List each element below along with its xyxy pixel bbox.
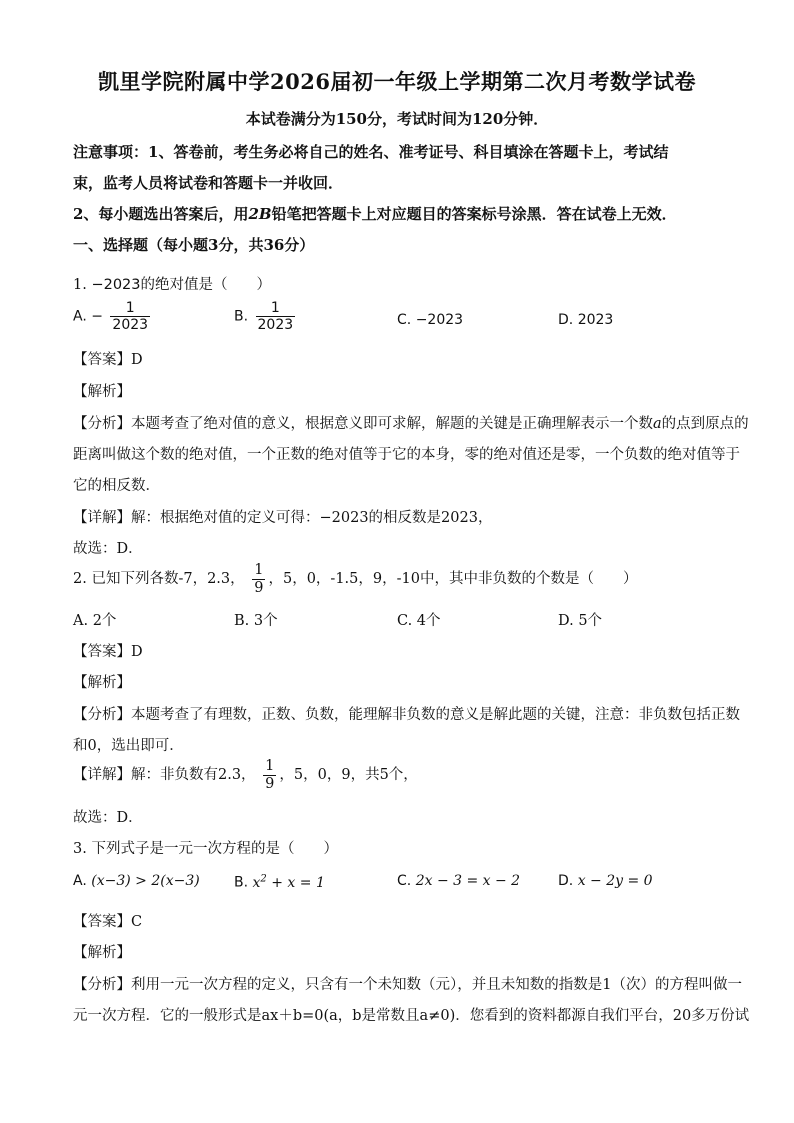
q2-stem-denominator: 9	[254, 579, 264, 596]
q2-option-b: B. 3个	[234, 613, 278, 629]
q1-fenxi-1-pre: 【分析】本题考查了绝对值的意义，根据意义即可求解，解题的关键是正确理解表示一个数	[73, 416, 653, 432]
q2-detail-fraction	[263, 758, 276, 792]
q3-option-b-expr	[253, 875, 325, 891]
q1-option-a-denominator: 2023	[112, 317, 149, 334]
q1-number: 1.	[73, 277, 87, 293]
q1-option-c	[397, 312, 463, 328]
q1-detail: 【详解】解：根据绝对值的定义可得：−2023的相反数是2023，	[73, 510, 493, 526]
notice-item2-post: 铅笔把答题卡上对应题目的答案标号涂黑．答在试卷上无效．	[271, 205, 677, 223]
q2-option-a: A. 2个	[73, 613, 117, 629]
q2-detail-numerator: 1	[265, 758, 275, 774]
notice-line-2: 束，监考人员将试卷和答题卡一并收回．	[73, 174, 344, 192]
q1-option-a-sign: −	[91, 308, 103, 325]
notice-item2-2b: 2B	[248, 205, 272, 223]
q1-option-c-value: −2023	[415, 312, 464, 328]
q1-option-b-numerator: 1	[270, 300, 280, 316]
q2-detail-denominator: 9	[265, 775, 275, 792]
q3-analysis-label: 【解析】	[73, 945, 131, 961]
notice-line-3	[73, 203, 677, 224]
q3-option-a	[73, 873, 200, 889]
q1-option-a-numerator: 1	[125, 300, 135, 316]
notice-line-1	[73, 141, 668, 162]
q1-fenxi-line-2: 距离叫做这个数的绝对值，一个正数的绝对值等于它的本身，零的绝对值还是零，一个负数的绝对值等于	[73, 447, 740, 463]
q1-option-b-label: B.	[234, 308, 249, 325]
q3-option-b-label: B.	[234, 874, 249, 891]
q3-option-d-label: D.	[558, 873, 574, 889]
q3-answer: 【答案】C	[73, 914, 143, 930]
q2-option-d: D. 5个	[558, 613, 603, 629]
q1-expr: −2023	[91, 277, 141, 293]
q2-stem	[73, 562, 637, 596]
q2-choose: 故选：D．	[73, 810, 143, 826]
q3-option-b	[234, 873, 325, 891]
q1-option-b-denominator: 2023	[257, 317, 294, 334]
q2-stem-fraction	[252, 562, 265, 596]
q1-stem	[73, 273, 271, 294]
notice-item2-pre: 2、每小题选出答案后，用	[73, 205, 249, 223]
q1-option-d-label: D.	[558, 312, 574, 328]
q3-option-c-label: C.	[397, 873, 412, 889]
q1-stem-text: 的绝对值是（ ）	[140, 277, 272, 293]
q3-option-a-label: A.	[73, 873, 87, 889]
q3-option-b-base: x	[252, 874, 261, 891]
q3-stem: 3. 下列式子是一元一次方程的是（ ）	[73, 841, 338, 857]
q3-option-d-expr: x − 2y = 0	[577, 873, 653, 889]
q2-detail	[73, 758, 418, 792]
q1-analysis-label: 【解析】	[73, 384, 131, 400]
q1-option-c-label: C.	[397, 312, 412, 328]
q2-detail-pre: 【详解】解：非负数有2.3，	[73, 767, 256, 784]
q1-option-a-label: A.	[73, 308, 87, 325]
q2-stem-numerator: 1	[254, 562, 264, 578]
q2-detail-post: ，5，0，9，共5个，	[279, 767, 418, 784]
q3-option-c	[397, 873, 520, 889]
q1-answer: 【答案】D	[73, 352, 143, 368]
q3-option-d	[558, 873, 653, 889]
exam-subtitle: 本试卷满分为150分，考试时间为120分钟．	[245, 110, 549, 128]
q2-stem-post: ，5，0，-1.5，9，-10中，其中非负数的个数是（ ）	[268, 571, 638, 588]
q2-fenxi-line-1: 【分析】本题考查了有理数，正数、负数，能理解非负数的意义是解此题的关键，注意：非负数包括正数	[73, 707, 740, 723]
q1-option-d-value: 2023	[577, 312, 614, 328]
q3-option-b-exponent: 2	[260, 873, 267, 884]
q1-fenxi-line-1	[73, 412, 749, 433]
q3-option-a-expr: (x−3) > 2(x−3)	[91, 873, 200, 889]
section-heading: 一、选择题（每小题3分，共36分）	[73, 236, 315, 254]
q1-choose: 故选：D．	[73, 541, 143, 557]
q2-fenxi-line-2: 和0，选出即可．	[73, 738, 184, 754]
q1-option-a	[73, 300, 153, 333]
q3-option-b-rest: + x = 1	[266, 874, 325, 891]
q1-fenxi-1-var: a	[653, 416, 662, 432]
q2-analysis-label: 【解析】	[73, 675, 131, 691]
q3-option-c-expr: 2x − 3 = x − 2	[415, 873, 521, 889]
q1-fenxi-line-3: 它的相反数．	[73, 478, 160, 494]
notice-label: 注意事项：	[73, 143, 149, 161]
exam-title: 凯里学院附属中学2026届初一年级上学期第二次月考数学试卷	[98, 69, 696, 94]
notice-item1-a: 1、答卷前，考生务必将自己的姓名、准考证号、科目填涂在答题卡上，考试结	[148, 143, 669, 161]
q1-option-b	[234, 300, 298, 333]
q2-option-c: C. 4个	[397, 613, 441, 629]
q2-answer: 【答案】D	[73, 644, 143, 660]
q1-option-a-fraction	[110, 300, 150, 333]
q1-option-b-fraction	[256, 300, 296, 333]
q3-fenxi-line-1: 【分析】利用一元一次方程的定义，只含有一个未知数（元），并且未知数的指数是1（次）的方程叫做一	[73, 977, 742, 993]
q3-fenxi-line-2: 元一次方程．它的一般形式是ax＋b=0(a，b是常数且a≠0)．您看到的资料都源自我们平台，20多万份试	[73, 1008, 750, 1024]
q2-stem-pre: 2. 已知下列各数-7，2.3，	[73, 571, 245, 588]
q1-fenxi-1-post: 的点到原点的	[661, 416, 749, 432]
q1-option-d	[558, 312, 613, 328]
